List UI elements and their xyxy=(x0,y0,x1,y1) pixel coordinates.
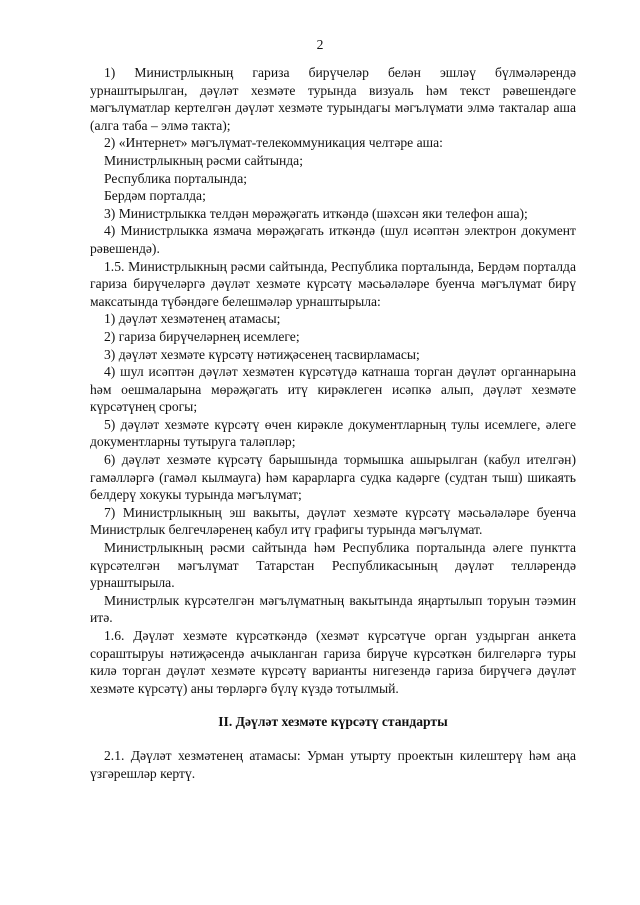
paragraph: 5) дәүләт хезмәте күрсәтү өчен кирәкле документларның тулы исемлеге, әлеге документларны тутыруга таләпләр; xyxy=(90,416,576,450)
paragraph: 2) «Интернет» мәгълүмат-телекоммуникация челтәре аша: xyxy=(104,135,443,151)
paragraph: Бердәм порталда; xyxy=(104,188,206,204)
paragraph: 3) дәүләт хезмәте күрсәтү нәтиҗәсенең тасвирламасы; xyxy=(104,346,420,362)
section-heading: II. Дәүләт хезмәте күрсәтү стандарты xyxy=(218,714,448,730)
paragraph: Республика порталында; xyxy=(104,170,248,186)
paragraph: 1.6. Дәүләт хезмәте күрсәткәндә (хезмәт күрсәтүче орган уздырган анкета сораштыруы нәтиҗәсендә ачыкланган гариза бирүче күрсәткән билгеләргә туры килә торган дәүләт хезмәте күрсәтү варианты нигезендә гариза бирүчегә дәүләт хезмәте күрсәтү) аны төрләргә бүлү күздә тотылмый. xyxy=(90,628,576,696)
paragraph: Министрлык күрсәтелгән мәгълүматның вакытында яңартылып торуын тәэмин итә. xyxy=(90,592,576,626)
paragraph: 1) Министрлыкның гариза бирүчеләр белән эшләү бүлмәләрендә урнаштырылган, дәүләт хезмәте турында визуаль һәм текст рәвешендәге мәгълүматлар кертелгән дәүләт хезмәте турындагы мәгълүмати элмә такталар аша (алга таба – элмә такта); xyxy=(90,65,576,133)
paragraph: Министрлыкның рәсми сайтында; xyxy=(104,152,303,168)
paragraph: 1.5. Министрлыкның рәсми сайтында, Республика порталында, Бердәм порталда гариза бирүчеләргә дәүләт хезмәте күрсәтү мәсьәләләре буенча мәгълүмат бирү максатында түбәндәге белешмәләр урнаштырыла: xyxy=(90,258,576,309)
paragraph: 6) дәүләт хезмәте күрсәтү барышында тормышка ашырылган (кабул ителгән) гамәлләргә (гамәл кылмауга) һәм карарларга судка кадәрге (судтан тыш) шикаять белдерү хокукы турында мәгълүмат; xyxy=(90,452,576,503)
document-body xyxy=(90,64,576,782)
paragraph: 7) Министрлыкның эш вакыты, дәүләт хезмәте күрсәтү мәсьәләләре буенча Министрлык белгечләренең кабул итү графигы турында мәгълүмат. xyxy=(90,504,576,538)
paragraph: Министрлыкның рәсми сайтында һәм Республика порталында әлеге пунктта күрсәтелгән мәгълүмат Татарстан Республикасының дәүләт телләрендә урнаштырыла. xyxy=(90,540,576,591)
paragraph: 4) Министрлыкка язмача мөрәҗәгать иткәндә (шул исәптән электрон документ рәвешендә). xyxy=(90,223,576,256)
paragraph: 4) шул исәптән дәүләт хезмәтен күрсәтүдә катнаша торган дәүләт органнарына һәм оешмаларына мөрәҗәгать итү кирәклеген исәпкә алып, дәүләт хезмәте күрсәтүнең срогы; xyxy=(90,364,576,415)
paragraph: 2.1. Дәүләт хезмәтенең атамасы: Урман утырту проектын килештерү һәм аңа үзгәрешләр кертү. xyxy=(90,747,576,781)
paragraph: 1) дәүләт хезмәтенең атамасы; xyxy=(104,311,281,327)
paragraph: 2) гариза бирүчеләрнең исемлеге; xyxy=(104,328,300,344)
paragraph: 3) Министрлыкка телдән мөрәҗәгать иткәндә (шәхсән яки телефон аша); xyxy=(104,205,528,221)
page-number: 2 xyxy=(316,37,324,52)
